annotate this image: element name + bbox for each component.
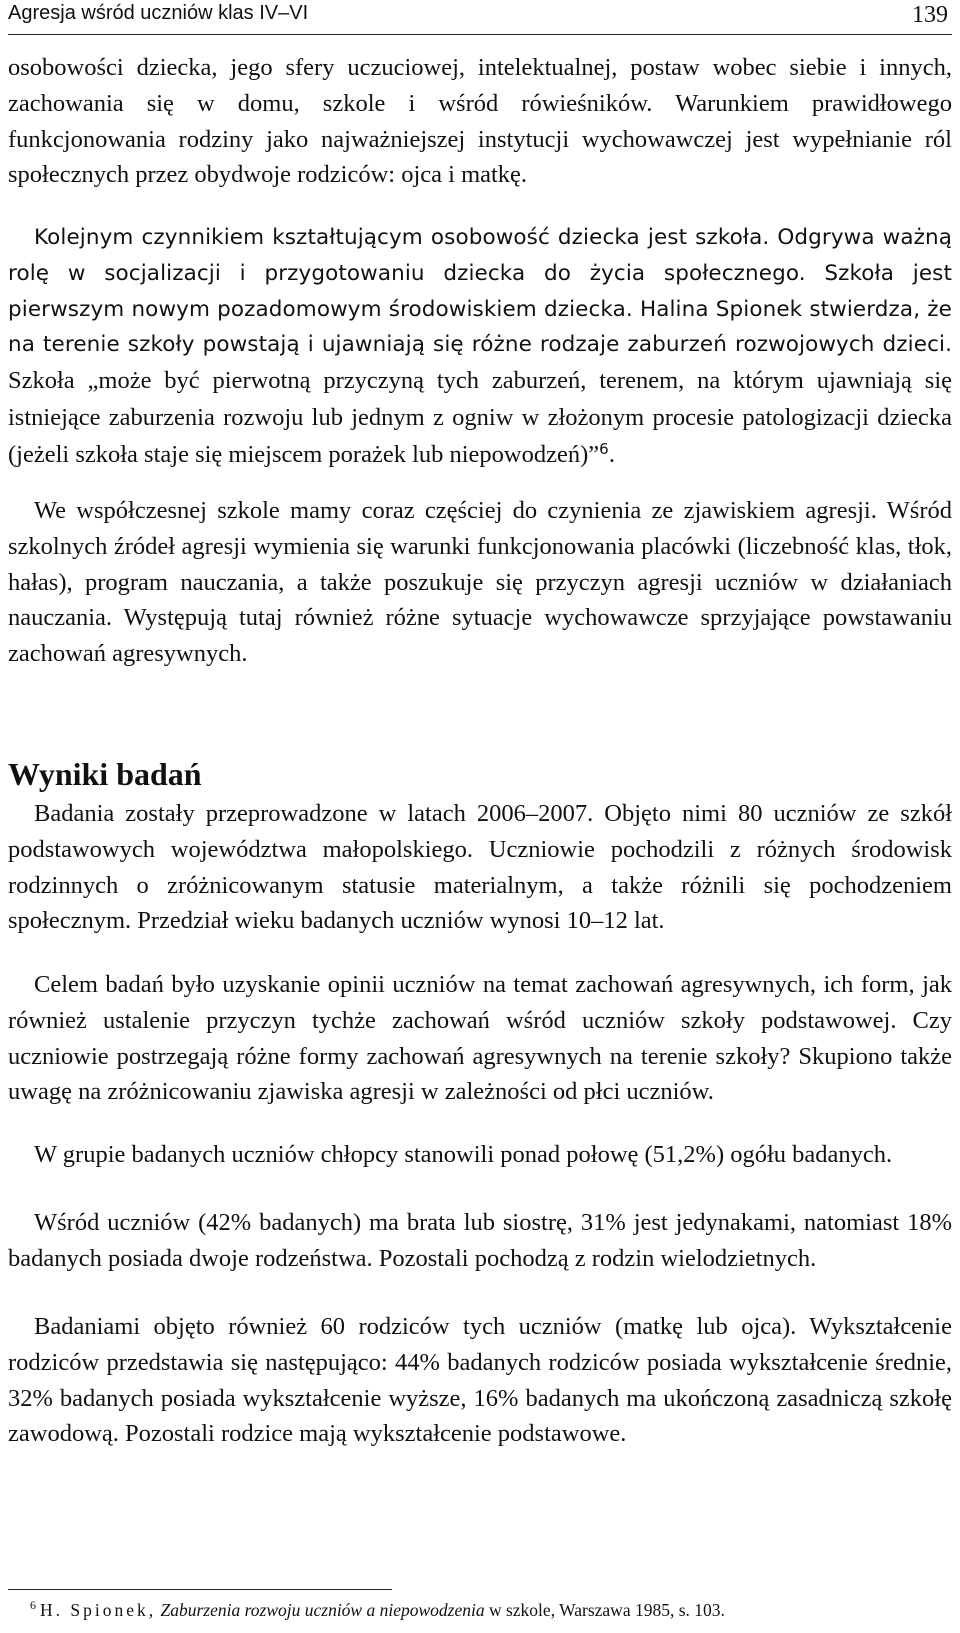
paragraph-study: Badania zostały przeprowadzone w latach 2006–2007. Objęto nimi 80 uczniów ze szkół podstawowych województwa małopolskiego. Uczniowie pochodzili z różnych środowisk rodzinnych o zróżnicowanym statusie materialnym, a także różnili się pochodzeniem społecznym. Przedział wieku badanych uczniów wynosi 10–12 lat.: [8, 800, 952, 935]
running-title: Agresja wśród uczniów klas IV–VI: [8, 2, 309, 24]
paragraph-parents: Badaniami objęto również 60 rodziców tych uczniów (matkę lub ojca). Wykształcenie rodziców przedstawia się następująco: 44% badanych rodziców posiada wykształcenie średnie, 32% badanych posiada wykształcenie wyższe, 16% badanych ma ukończoną zasadniczą szkołę zawodową. Pozostali rodzice mają wykształcenie podstawowe.: [8, 1313, 952, 1448]
paragraph-school: Kolejnym czynnikiem kształtującym osobowość dziecka jest szkoła. Odgrywa ważną rolę w socjalizacji i przygotowaniu dziecka do życia społecznego. Szkoła jest pierwszym nowym pozadomowym środowiskiem dziecka. Halina Spionek stwierdza, że na terenie szkoły powstają i ujawniają się różne rodzaje zaburzeń rozwojowych dzieci. Szkoła „może być pierwotną przyczyną tych zaburzeń, terenem, na którym ujawniają się istniejące zaburzenia rozwoju lub jednym z ogniw w złożonym procesie patologizacji dziecka (jeżeli szkoła staje się miejscem porażek lub niepowodzeń)”$^6$.: [8, 225, 952, 468]
document-page: [8, 0, 952, 1633]
paragraph-aggression: We współczesnej szkole mamy coraz częściej do czynienia ze zjawiskiem agresji. Wśród szkolnych źródeł agresji wymienia się warunki funkcjonowania placówki (liczebność klas, tłok, hałas), program nauczania, a także poszukuje się przyczyn agresji uczniów w działaniach nauczania. Występują tutaj również różne sytuacje wychowawcze sprzyjające powstawaniu zachowań agresywnych.: [8, 497, 952, 668]
page-number: 139: [912, 2, 948, 28]
paragraph-family: osobowości dziecka, jego sfery uczuciowej, intelektualnej, postaw wobec siebie i innych, zachowania się w domu, szkole i wśród rówieśników. Warunkiem prawidłowego funkcjonowania rodziny jako najważniejszej instytucji wychowawczej jest wypełnianie ról społecznych przez obydwoje rodziców: ojca i matkę.: [8, 54, 952, 189]
section-heading: Wyniki badań: [8, 756, 202, 792]
paragraph-aim: Celem badań było uzyskanie opinii uczniów na temat zachowań agresywnych, ich form, jak również ustalenie przyczyn tychże zachowań wśród uczniów szkoły podstawowej. Czy uczniowie postrzegają różne formy zachowań agresywnych na terenie szkoły? Skupiono także uwagę na zróżnicowaniu zjawiska agresji w zależności od płci uczniów.: [8, 971, 952, 1106]
footnote-mark: 6: [30, 1598, 36, 1613]
footnote-title: Zaburzenia rozwoju uczniów a niepowodzenia: [160, 1600, 485, 1620]
footnote-ref: 6: [599, 439, 609, 458]
footnote-author: H. Spionek,: [40, 1600, 157, 1620]
footnote: [30, 1600, 725, 1621]
paragraph-siblings: Wśród uczniów (42% badanych) ma brata lub siostrę, 31% jest jedynakami, natomiast 18% badanych posiada dwoje rodzeństwa. Pozostali pochodzą z rodzin wielodzietnych.: [8, 1209, 952, 1272]
footnote-divider: [8, 1589, 392, 1590]
paragraph-boys: W grupie badanych uczniów chłopcy stanowili ponad połowę (51,2%) ogółu badanych.: [34, 1141, 893, 1168]
footnote-rest: w szkole, Warszawa 1985, s. 103.: [488, 1600, 725, 1620]
running-header: [8, 0, 952, 35]
